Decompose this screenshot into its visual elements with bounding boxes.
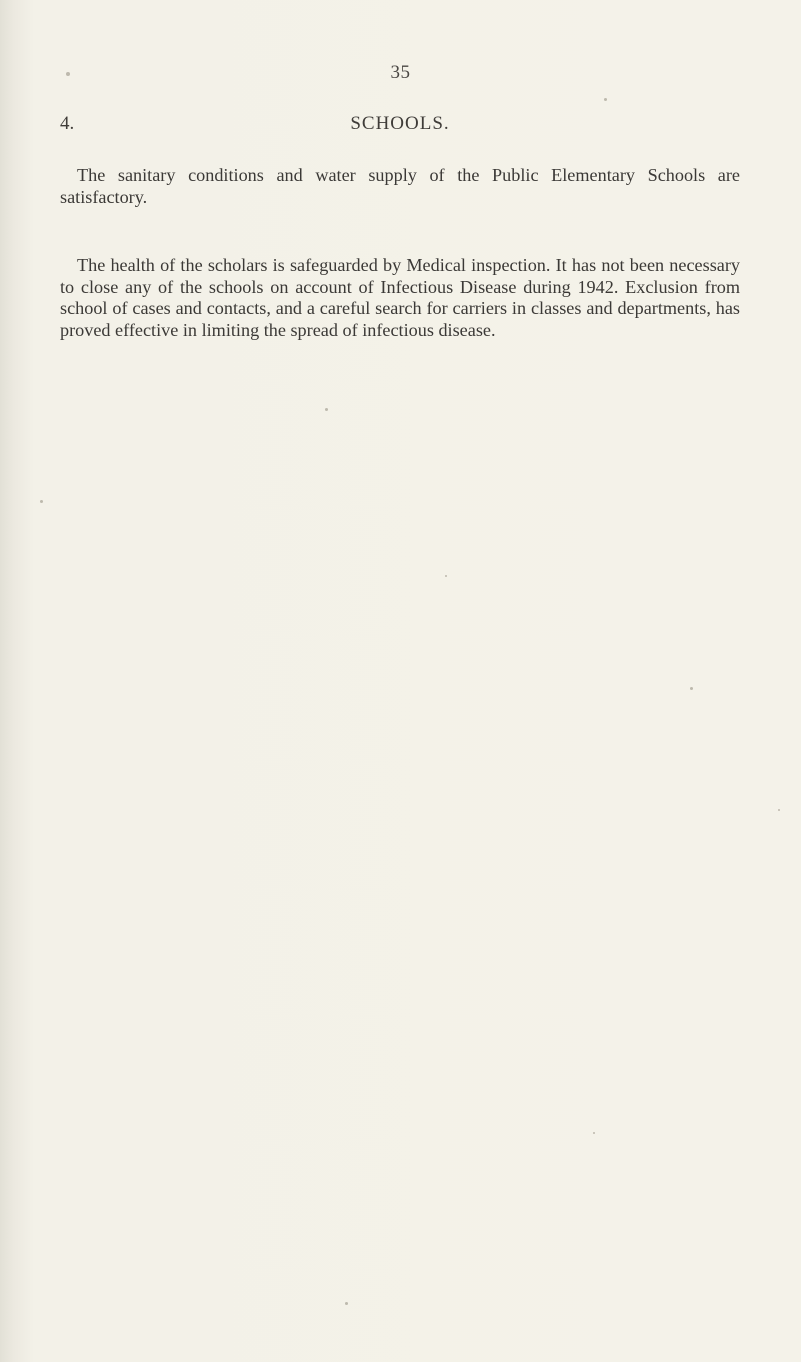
paper-speck <box>345 1302 348 1305</box>
paragraph-health-of-scholars: The health of the scholars is safeguarded by Medical inspection. It has not been necessary to close any of the schools on account of Infectious Disease during 1942. Exclusion from school of cases and contacts, and a careful search for carriers in classes and departments, has proved effective in limiting the spread of infectious disease. <box>60 255 740 340</box>
paper-speck <box>778 809 780 811</box>
section-number: 4. <box>60 113 75 134</box>
section-title: SCHOOLS. <box>350 113 450 134</box>
paper-speck <box>445 575 447 577</box>
paper-speck <box>66 72 70 76</box>
section-heading <box>60 113 740 139</box>
paper-speck <box>690 687 693 690</box>
paper-speck <box>325 408 328 411</box>
page-number: 35 <box>390 62 411 83</box>
paragraph-sanitary-conditions: The sanitary conditions and water supply of the Public Elementary Schools are satisfactory. <box>60 165 740 207</box>
paper-speck <box>604 98 607 101</box>
paper-speck <box>40 500 43 503</box>
paper-speck <box>593 1132 595 1134</box>
